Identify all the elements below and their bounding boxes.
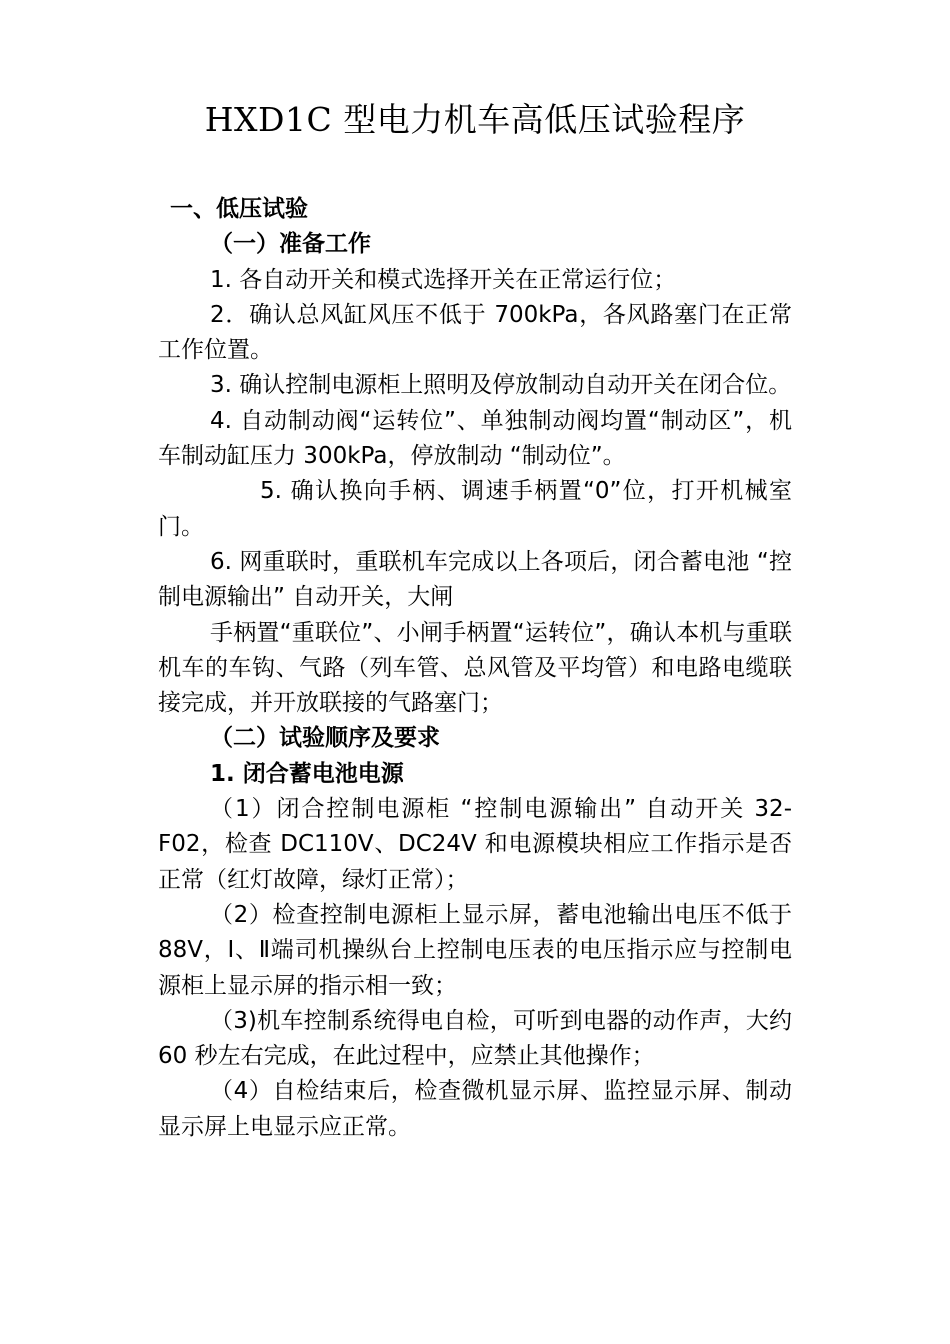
document-body	[158, 192, 792, 1145]
paragraph-item-5: 5. 确认换向手柄、调速手柄置“0”位，打开机械室门。	[158, 478, 792, 540]
paragraph-item-3: 3. 确认控制电源柜上照明及停放制动自动开关在闭合位。	[210, 372, 792, 399]
paragraph-item-2: 2．确认总风缸风压不低于 700kPa，各风路塞门在正常工作位置。	[158, 301, 792, 364]
paragraph-step-2: （2）检查控制电源柜上显示屏，蓄电池输出电压不低于 88V，Ⅰ、Ⅱ端司机操纵台上控制电压表的电压指示应与控制电源柜上显示屏的指示相一致；	[158, 901, 792, 999]
paragraph-item-1: 1. 各自动开关和模式选择开关在正常运行位；	[210, 266, 677, 293]
paragraph-step-3: （3)机车控制系统得电自检，可听到电器的动作声，大约 60 秒左右完成，在此过程中，应禁止其他操作；	[158, 1007, 792, 1070]
paragraph-step-1: （1）闭合控制电源柜 “控制电源输出” 自动开关 32-F02，检查 DC110V、DC24V 和电源模块相应工作指示是否正常（红灯故障，绿灯正常）；	[158, 796, 792, 893]
subsection-heading-test-sequence: （二）试验顺序及要求	[210, 725, 440, 752]
section-heading-low-voltage-test: 一、低压试验	[170, 196, 308, 222]
paragraph-item-6b: 手柄置“重联位”、小闸手柄置“运转位”，确认本机与重联机车的车钩、气路（列车管、总风管及平均管）和电路电缆联接完成，并开放联接的气路塞门；	[158, 619, 792, 717]
paragraph-step-4: （4）自检结束后，检查微机显示屏、监控显示屏、制动显示屏上电显示应正常。	[158, 1078, 792, 1140]
paragraph-item-6a: 6. 网重联时，重联机车完成以上各项后，闭合蓄电池 “控制电源输出” 自动开关，大闸	[158, 548, 792, 611]
paragraph-item-4: 4. 自动制动阀“运转位”、单独制动阀均置“制动区”，机车制动缸压力 300kPa，停放制动 “制动位”。	[158, 407, 792, 470]
step-heading-close-battery: 1. 闭合蓄电池电源	[210, 760, 404, 787]
page-title: HXD1C 型电力机车高低压试验程序	[204, 100, 746, 139]
subsection-heading-preparation: （一）准备工作	[210, 231, 371, 258]
